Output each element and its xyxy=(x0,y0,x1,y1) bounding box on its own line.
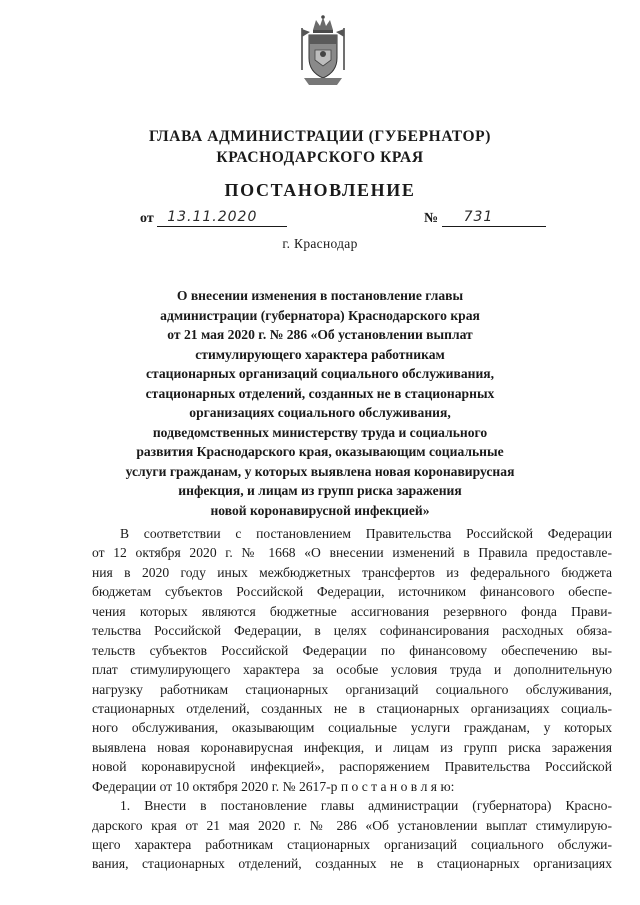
body-line: новой коронавирусной инфекцией», распоряжением Правительства Российской xyxy=(92,759,612,775)
body-line: бюджетам субъектов Российской Федерации, источником финансового обеспе- xyxy=(92,584,612,600)
city-name: г. Краснодар xyxy=(282,236,358,251)
subject-line: от 21 мая 2020 г. № 286 «Об установлении выплат xyxy=(167,327,473,342)
body-line: стационарных отделений, созданных не в стационарных организациях социаль- xyxy=(92,700,612,716)
body-line: вания, стационарных отделений, созданных не в стационарных организациях xyxy=(92,856,612,872)
subject-line: стимулирующего характера работникам xyxy=(195,346,445,362)
subject-line: О внесении изменения в постановление главы xyxy=(176,288,464,303)
date-label: от xyxy=(140,211,154,226)
subject-line: организациях социального обслуживания, xyxy=(189,405,451,420)
subject-line: администрации (губернатора) Краснодарского края xyxy=(160,307,480,323)
document-type-heading: ПОСТАНОВЛЕНИЕ xyxy=(224,180,416,200)
body-line: Федерации от 10 октября 2020 г. № 2617-р п о с т а н о в л я ю: xyxy=(92,778,455,794)
body-line: тельства Российской Федерации, в целях софинансирования расходных обяза- xyxy=(92,623,612,639)
body-line: от 12 октября 2020 г. № 1668 «О внесении изменений в Правила предоставле- xyxy=(92,545,612,561)
authority-title-line-2: КРАСНОДАРСКОГО КРАЯ xyxy=(216,149,424,166)
body-line: ния в 2020 году иных межбюджетных трансфертов из федерального бюджета xyxy=(92,564,612,580)
handwritten-date: 13.11.2020 xyxy=(167,209,258,225)
body-line: В соответствии с постановлением Правительства Российской Федерации xyxy=(120,526,612,541)
authority-title-line-1: ГЛАВА АДМИНИСТРАЦИИ (ГУБЕРНАТОР) xyxy=(149,128,491,145)
subject-line: развития Краснодарского края, оказывающим социальные xyxy=(136,444,504,459)
date-field xyxy=(140,208,287,227)
handwritten-number: 731 xyxy=(463,209,494,225)
subject-line: подведомственных министерству труда и социального xyxy=(152,424,488,440)
body-line: тельств субъектов Российской Федерации по финансовому обеспечению вы- xyxy=(92,642,612,658)
body-line: чения которых являются бюджетные ассигнования резервного фонда Прави- xyxy=(92,603,612,619)
number-label: № xyxy=(424,211,439,226)
date-line xyxy=(157,208,287,227)
number-field xyxy=(424,208,546,227)
subject-line: новой коронавирусной инфекцией» xyxy=(210,502,430,518)
subject-line: услуги гражданам, у которых выявлена новая коронавирусная xyxy=(125,463,515,479)
document-body xyxy=(92,524,612,874)
body-line: нагрузку работникам стационарных организаций социального обслуживания, xyxy=(92,681,612,697)
subject-line: стационарных отделений, созданных не в стационарных xyxy=(145,385,495,401)
subject-line: инфекция, и лицам из групп риска заражения xyxy=(178,483,462,498)
body-line: ного обслуживания, оказывающим социальные услуги гражданам, у которых xyxy=(92,720,612,736)
body-line: плат стимулирующего характера за особые условия труда и дополнительную xyxy=(92,662,612,678)
document-subject xyxy=(100,286,540,520)
subject-line: стационарных организаций социального обслуживания, xyxy=(145,366,495,381)
body-line: щего характера работникам стационарных организаций социального обслужи- xyxy=(92,837,612,852)
number-line xyxy=(442,208,546,227)
coat-of-arms-emblem xyxy=(296,14,350,88)
body-line: дарского края от 21 мая 2020 г. № 286 «Об установлении выплат стимулирую- xyxy=(92,817,612,833)
body-line: 1. Внести в постановление главы администрации (губернатора) Красно- xyxy=(120,798,612,814)
body-line: выявлена новая коронавирусная инфекция, и лицам из групп риска заражения xyxy=(92,739,612,755)
